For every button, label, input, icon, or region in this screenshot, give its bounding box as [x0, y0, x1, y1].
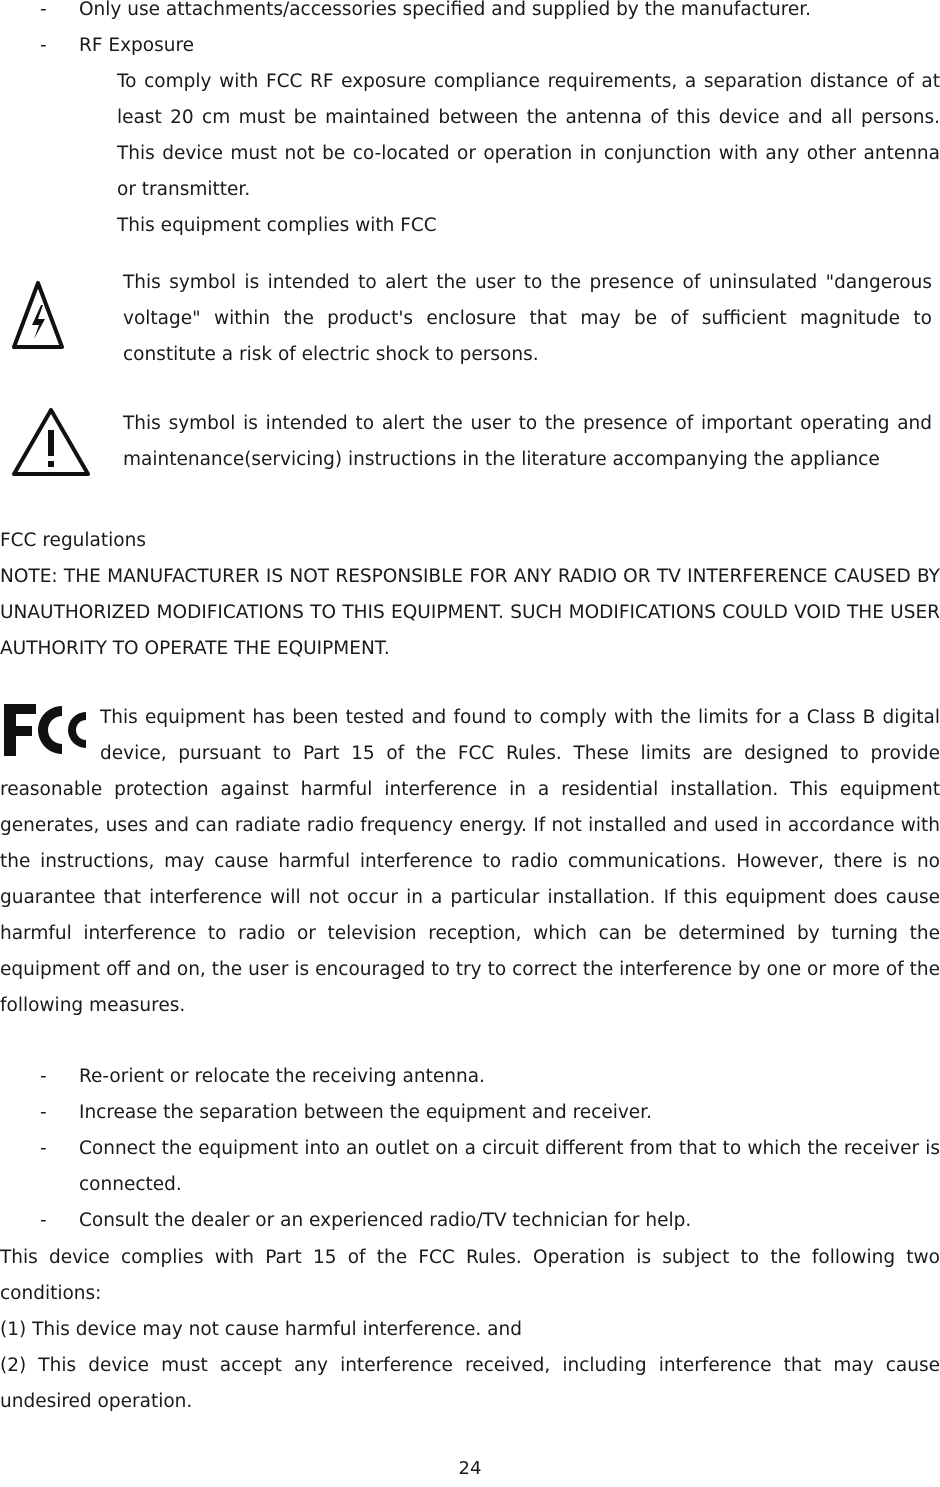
- rf-exposure-block: [0, 64, 940, 244]
- top-list: [0, 0, 940, 64]
- fcc-heading: FCC regulations: [0, 530, 146, 551]
- condition-2: (2) This device must accept any interference received, including interference that may cause undesired operation.: [0, 1355, 940, 1412]
- rf-exposure-paragraph: To comply with FCC RF exposure compliance requirements, a separation distance of at least 20 cm must be maintained between the antenna of this device and all persons. This device must not be co-located or operation in conjunction with any other antenna or transmitter.: [117, 71, 940, 200]
- fcc-statement: [0, 700, 940, 1024]
- fcc-note: NOTE: THE MANUFACTURER IS NOT RESPONSIBLE FOR ANY RADIO OR TV INTERFERENCE CAUSED BY UNAUTHORIZED MODIFICATIONS TO THIS EQUIPMENT. SUCH MODIFICATIONS COULD VOID THE USER AUTHORITY TO OPERATE THE EQUIPMENT.: [0, 566, 940, 659]
- list-dash: -: [40, 35, 47, 56]
- list-item: [0, 28, 940, 64]
- fcc-statement-text: This equipment has been tested and found to comply with the limits for a Class B digital device, pursuant to Part 15 of the FCC Rules. These limits are designed to provide reasonable protection against harmful interference in a residential installation. This equipment generates, uses and can radiate radio frequency energy. If not installed and used in accordance with the instructions, may cause harmful interference to radio communications. However, there is no guarantee that interference will not occur in a particular installation. If this equipment does cause harmful interference to radio or television reception, which can be determined by turning the equipment off and on, the user is encouraged to try to correct the interference by one or more of the following measures.: [0, 707, 940, 1016]
- list-dash: -: [40, 0, 47, 20]
- condition-1: (1) This device may not cause harmful interference. and: [0, 1319, 522, 1340]
- list-dash: -: [40, 1066, 47, 1087]
- list-item-text: RF Exposure: [79, 35, 195, 56]
- list-item-text: Re-orient or relocate the receiving antenna.: [79, 1066, 485, 1087]
- list-item-text: Only use attachments/accessories specified and supplied by the manufacturer.: [79, 0, 812, 20]
- list-item: [0, 1131, 940, 1203]
- fcc-logo: [0, 700, 92, 760]
- list-item-text: Connect the equipment into an outlet on a circuit different from that to which the receiver is connected.: [79, 1138, 940, 1195]
- fcc-statement-block: [0, 700, 940, 1024]
- list-item: [0, 1095, 940, 1131]
- lightning-bolt-warning-icon: [10, 279, 66, 368]
- rf-complies-line: This equipment complies with FCC: [117, 215, 437, 236]
- list-item-text: Consult the dealer or an experienced radio/TV technician for help.: [79, 1210, 692, 1231]
- list-item-text: Increase the separation between the equipment and receiver.: [79, 1102, 652, 1123]
- fcc-section: [0, 523, 940, 667]
- list-item: [0, 0, 940, 28]
- list-dash: -: [40, 1138, 47, 1159]
- list-dash: -: [40, 1102, 47, 1123]
- list-dash: -: [40, 1210, 47, 1231]
- page-number: 24: [458, 1458, 482, 1479]
- measures-list: [0, 1059, 940, 1239]
- exclamation-warning-icon: [8, 404, 94, 493]
- part15-block: [0, 1240, 940, 1420]
- voltage-warning-text: This symbol is intended to alert the user to the presence of uninsulated "dangerous voltage" within the product's enclosure that may be of sufficient magnitude to constitute a risk of electric shock to persons.: [123, 272, 932, 365]
- caution-warning-text: This symbol is intended to alert the user to the presence of important operating and maintenance(servicing) instructions in the literature accompanying the appliance: [123, 413, 932, 470]
- voltage-warning: [0, 265, 940, 373]
- list-item: [0, 1203, 940, 1239]
- part15-statement: This device complies with Part 15 of the FCC Rules. Operation is subject to the following two conditions:: [0, 1247, 940, 1304]
- caution-warning: [0, 406, 940, 478]
- list-item: [0, 1059, 940, 1095]
